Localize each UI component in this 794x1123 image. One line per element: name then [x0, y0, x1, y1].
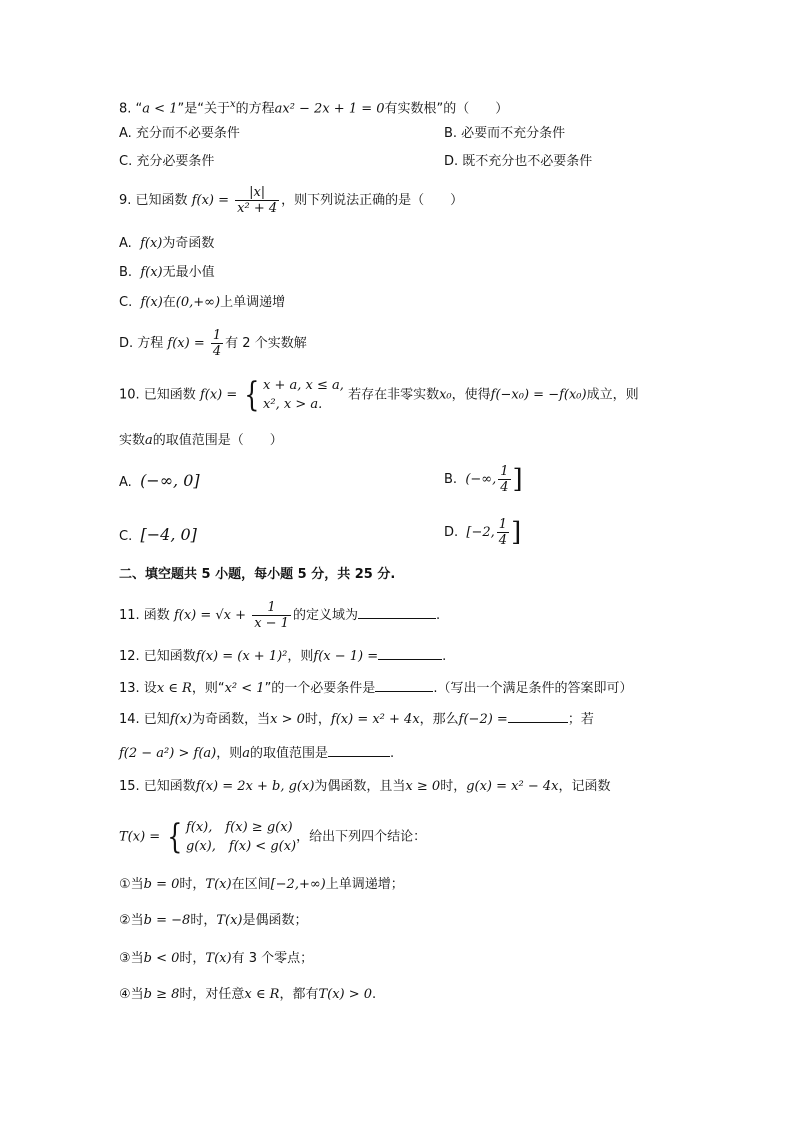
q14-text: 的取值范围是 — [250, 746, 329, 761]
option-text: 为奇函数 — [162, 236, 215, 251]
case-line: f(x), f(x) ≥ g(x) — [185, 820, 293, 835]
denominator: x − 1 — [254, 616, 289, 631]
q9-option-b — [119, 264, 215, 282]
brace-icon: { — [244, 375, 260, 415]
section-2-header: 二、填空题共 5 小题，每小题 5 分，共 25 分. — [119, 567, 396, 582]
option-text: 有 2 个实数解 — [225, 336, 307, 351]
numerator: 1 — [498, 517, 508, 532]
q13-text: 13. 设 — [119, 681, 157, 696]
numerator: 1 — [212, 328, 222, 343]
q13-condition: x² < 1 — [224, 681, 265, 696]
question-14-line-2 — [119, 744, 394, 763]
q9-function: f(x) = — [191, 193, 229, 208]
q13-text: .（写出一个满足条件的答案即可） — [433, 681, 633, 696]
option-label: A. — [119, 475, 132, 490]
numerator: 1 — [500, 464, 509, 479]
option-label: C. — [119, 529, 133, 544]
statement-text: 时，对任意 — [179, 987, 245, 1002]
question-10-stem — [119, 376, 639, 414]
option-label: C. — [119, 295, 133, 310]
q9-numerator: |x| — [235, 185, 279, 201]
q14-condition: x > 0 — [270, 712, 305, 727]
statement-text: 是偶函数； — [242, 913, 308, 928]
q15-statement-4 — [119, 986, 376, 1004]
question-12 — [119, 647, 446, 666]
q9-option-d — [119, 328, 307, 359]
question-11 — [119, 600, 440, 631]
brace-icon: { — [167, 817, 183, 857]
q14-text: ；若 — [567, 712, 594, 727]
statement-math: T(x) — [216, 913, 243, 928]
q11-fraction — [252, 600, 291, 631]
q14-equation: f(x) = x² + 4x — [330, 712, 420, 727]
statement-text: ，都有 — [279, 987, 319, 1002]
statement-text: 上单调递增； — [325, 877, 404, 892]
option-label: D. 方程 — [119, 336, 164, 351]
q9-denominator: x² + 4 — [237, 201, 278, 216]
statement-math: T(x) — [205, 951, 232, 966]
statement-text: . — [372, 987, 377, 1002]
q10-equation: f(−x₀) = −f(x₀) — [490, 387, 587, 403]
q8-condition: a < 1 — [142, 101, 178, 117]
q10-cases — [263, 376, 344, 414]
q15-text: 为偶函数，且当 — [314, 779, 406, 794]
q14-text: ，那么 — [419, 712, 459, 727]
q14-function: f(x) — [169, 712, 193, 727]
q8-text: 的方程 — [235, 101, 275, 117]
statement-math: T(x) — [205, 877, 232, 892]
option-math: (−∞, — [465, 472, 497, 487]
question-15 — [119, 778, 610, 796]
q8-var: x — [229, 99, 236, 110]
option-math: (0,+∞) — [175, 295, 221, 310]
q10-option-d — [444, 517, 521, 548]
option-label: B. — [444, 472, 458, 487]
denominator: 4 — [500, 480, 509, 495]
question-8-stem — [119, 96, 508, 118]
question-9-stem — [119, 185, 463, 216]
q15-T: T(x) = — [119, 829, 161, 845]
answer-blank[interactable] — [358, 606, 436, 619]
statement-text: 时， — [179, 951, 206, 966]
q15-statement-2 — [119, 912, 308, 930]
q15-cases — [186, 818, 296, 856]
option-label: A. — [119, 236, 132, 251]
statement-math: b = 0 — [143, 877, 180, 892]
statement-text: 时， — [179, 877, 206, 892]
option-math: [−4, 0] — [140, 525, 197, 544]
q9-text: ，则下列说法正确的是（ ） — [281, 193, 464, 208]
statement-text: ①当 — [119, 877, 144, 892]
q8-text: 有实数根”的（ ） — [384, 101, 509, 117]
case-line: g(x), f(x) < g(x) — [185, 839, 297, 854]
q10-x0: x₀ — [439, 387, 452, 403]
q10-option-b — [444, 464, 523, 495]
q15-function: f(x) = 2x + b, g(x) — [195, 779, 315, 794]
answer-blank[interactable] — [328, 744, 390, 757]
q10-option-c — [119, 526, 197, 546]
q14-expression: f(−2) = — [458, 712, 508, 727]
q11-text: . — [435, 608, 441, 623]
q14-text: . — [390, 746, 395, 761]
option-math: ] — [512, 464, 523, 495]
statement-text: 有 3 个零点； — [231, 951, 314, 966]
q10-a: a — [145, 433, 153, 448]
option-math: (−∞, 0] — [140, 471, 200, 490]
q9-option-c — [119, 294, 285, 312]
q14-text: 14. 已知 — [119, 712, 170, 727]
option-math: f(x) — [140, 265, 163, 280]
answer-blank[interactable] — [378, 647, 442, 660]
numerator: 1 — [252, 600, 291, 616]
q10-text: 10. 已知函数 — [119, 387, 196, 403]
q8-option-a: A. 充分而不必要条件 — [119, 126, 240, 141]
q10-function: f(x) = — [199, 387, 238, 403]
option-math: f(x) — [140, 236, 163, 251]
question-14 — [119, 710, 594, 729]
q9-fraction — [235, 185, 279, 216]
statement-math: x ∈ R — [244, 987, 280, 1002]
q14-inequality: f(2 − a²) > f(a) — [119, 746, 217, 761]
q13-text: ，则“ — [191, 681, 225, 696]
q11-text: 11. 函数 — [119, 608, 170, 623]
statement-math: [−2,+∞) — [270, 877, 326, 892]
statement-math: b < 0 — [143, 951, 180, 966]
q14-a: a — [242, 746, 250, 761]
option-math: f(x) — [140, 295, 163, 310]
q9-d-fraction — [211, 328, 223, 359]
q11-text: 的定义域为 — [292, 608, 358, 623]
option-label: D. — [444, 525, 459, 540]
question-13 — [119, 679, 632, 698]
q9-option-a — [119, 235, 214, 253]
q15-statement-3 — [119, 950, 313, 968]
q10-text: 成立，则 — [586, 387, 639, 403]
q15-statement-1 — [119, 876, 404, 894]
option-text: 在 — [162, 295, 176, 310]
q8-option-c: C. 充分必要条件 — [119, 154, 215, 169]
option-text: 上单调递增 — [220, 295, 286, 310]
option-math: ] — [511, 517, 522, 548]
statement-math: T(x) > 0 — [318, 987, 373, 1002]
q15-text: 15. 已知函数 — [119, 779, 196, 794]
statement-text: ④当 — [119, 987, 144, 1002]
q8-text: 8. “ — [119, 101, 143, 117]
q11-function: f(x) = √x + — [173, 608, 247, 623]
q15-equation: g(x) = x² − 4x — [466, 779, 559, 794]
q12-text: ，则 — [287, 649, 314, 664]
option-label: B. — [119, 265, 133, 280]
denominator: 4 — [212, 344, 222, 359]
q10-text: 实数 — [119, 433, 146, 448]
case-line: x², x > a. — [263, 397, 323, 412]
q10-text: ，使得 — [451, 387, 491, 403]
q15-condition: x ≥ 0 — [405, 779, 441, 794]
option-math: f(x) = — [167, 336, 205, 351]
statement-text: ③当 — [119, 951, 144, 966]
statement-math: b = −8 — [143, 913, 191, 928]
denominator: 4 — [498, 533, 508, 548]
option-math: [−2, — [466, 525, 495, 540]
q9-text: 9. 已知函数 — [119, 193, 188, 208]
statement-text: 时， — [190, 913, 217, 928]
q8-text: ”是“关于 — [177, 101, 230, 117]
q15-text: 时， — [440, 779, 467, 794]
q10-text: 若存在非零实数 — [348, 387, 440, 403]
statement-math: b ≥ 8 — [143, 987, 180, 1002]
case-line: x + a, x ≤ a, — [263, 378, 344, 393]
q10-b-fraction — [498, 464, 510, 495]
option-text: 无最小值 — [162, 265, 215, 280]
q8-option-b: B. 必要而不充分条件 — [444, 126, 566, 141]
statement-text: 在区间 — [231, 877, 271, 892]
q14-text: 时， — [304, 712, 331, 727]
q15-text: ，给出下列四个结论： — [296, 829, 427, 845]
question-15-piecewise — [119, 818, 426, 856]
q14-text: ，则 — [216, 746, 243, 761]
q8-equation: ax² − 2x + 1 = 0 — [274, 101, 385, 117]
q12-function: f(x) = (x + 1)² — [195, 649, 288, 664]
q8-option-d: D. 既不充分也不必要条件 — [444, 154, 593, 169]
q10-d-fraction — [497, 517, 509, 548]
statement-text: ②当 — [119, 913, 144, 928]
q13-text: ”的一个必要条件是 — [264, 681, 376, 696]
q12-expression: f(x − 1) = — [313, 649, 379, 664]
q12-text: . — [442, 649, 447, 664]
answer-blank[interactable] — [508, 710, 568, 723]
q10-text: 的取值范围是（ ） — [152, 433, 283, 448]
q10-option-a — [119, 472, 200, 492]
q10-line-2 — [119, 432, 283, 450]
q12-text: 12. 已知函数 — [119, 649, 196, 664]
q15-text: ，记函数 — [558, 779, 611, 794]
q13-set: x ∈ R — [156, 681, 192, 696]
answer-blank[interactable] — [375, 679, 433, 692]
q14-text: 为奇函数，当 — [192, 712, 271, 727]
